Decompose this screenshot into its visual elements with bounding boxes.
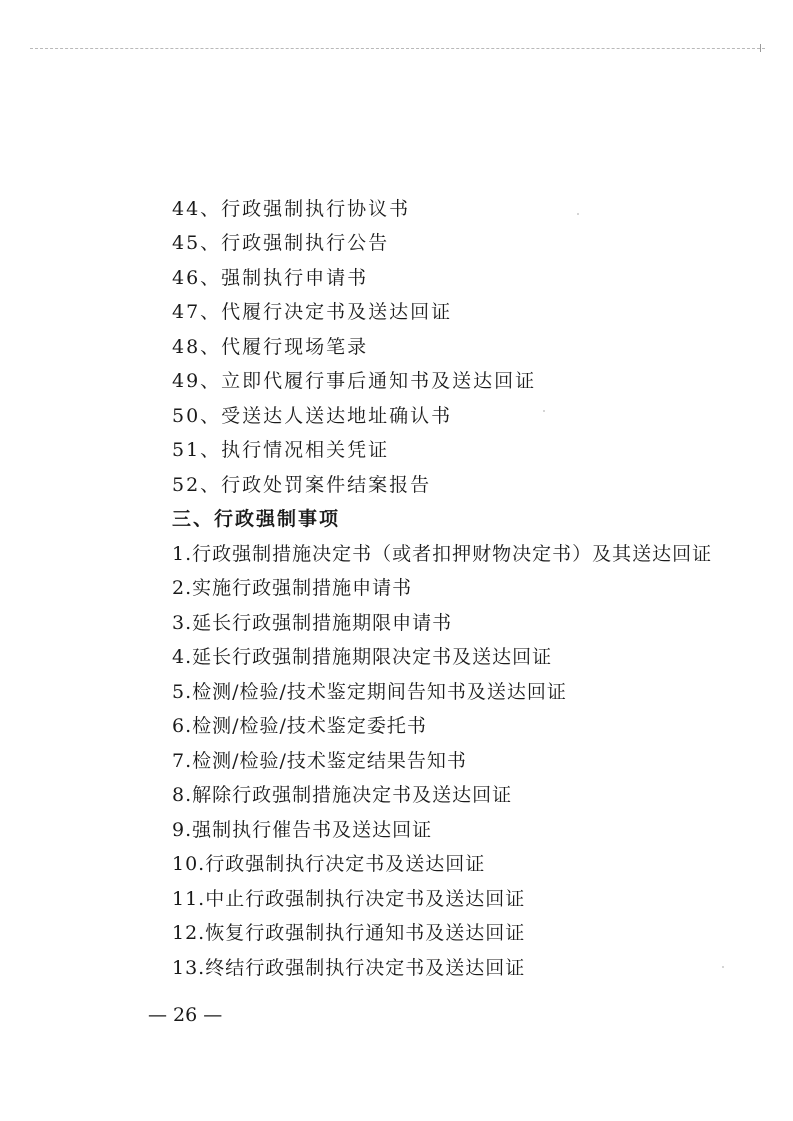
scan-speck bbox=[543, 410, 545, 412]
section-list-item: 7.检测/检验/技术鉴定结果告知书 bbox=[172, 750, 467, 772]
list-item: 45、行政强制执行公告 bbox=[172, 232, 390, 254]
list-item: 50、受送达人送达地址确认书 bbox=[172, 405, 453, 427]
section-list-item: 11.中止行政强制执行决定书及送达回证 bbox=[172, 888, 526, 910]
section-list-item: 10.行政强制执行决定书及送达回证 bbox=[172, 853, 486, 875]
top-border-tick bbox=[760, 44, 761, 52]
section-list-item: 12.恢复行政强制执行通知书及送达回证 bbox=[172, 922, 526, 944]
section-list-item: 3.延长行政强制措施期限申请书 bbox=[172, 612, 453, 634]
page-number: — 26 — bbox=[148, 1004, 223, 1026]
list-item: 49、立即代履行事后通知书及送达回证 bbox=[172, 370, 537, 392]
section-heading: 三、行政强制事项 bbox=[172, 508, 341, 530]
section-list-item: 8.解除行政强制措施决定书及送达回证 bbox=[172, 784, 513, 806]
section-list-item: 13.终结行政强制执行决定书及送达回证 bbox=[172, 957, 526, 979]
section-list-item: 4.延长行政强制措施期限决定书及送达回证 bbox=[172, 646, 553, 668]
scan-speck bbox=[577, 213, 579, 215]
list-item: 48、代履行现场笔录 bbox=[172, 336, 369, 358]
section-list-item: 6.检测/检验/技术鉴定委托书 bbox=[172, 715, 427, 737]
list-item: 52、行政处罚案件结案报告 bbox=[172, 474, 432, 496]
section-list-item: 9.强制执行催告书及送达回证 bbox=[172, 819, 433, 841]
top-border-line bbox=[30, 48, 765, 49]
list-item: 51、执行情况相关凭证 bbox=[172, 439, 390, 461]
section-list-item: 5.检测/检验/技术鉴定期间告知书及送达回证 bbox=[172, 681, 567, 703]
list-item: 47、代履行决定书及送达回证 bbox=[172, 301, 453, 323]
section-list-item: 2.实施行政强制措施申请书 bbox=[172, 577, 413, 599]
list-item: 46、强制执行申请书 bbox=[172, 267, 369, 289]
section-list-item: 1.行政强制措施决定书（或者扣押财物决定书）及其送达回证 bbox=[172, 543, 713, 565]
scan-speck bbox=[722, 966, 724, 968]
list-item: 44、行政强制执行协议书 bbox=[172, 198, 411, 220]
